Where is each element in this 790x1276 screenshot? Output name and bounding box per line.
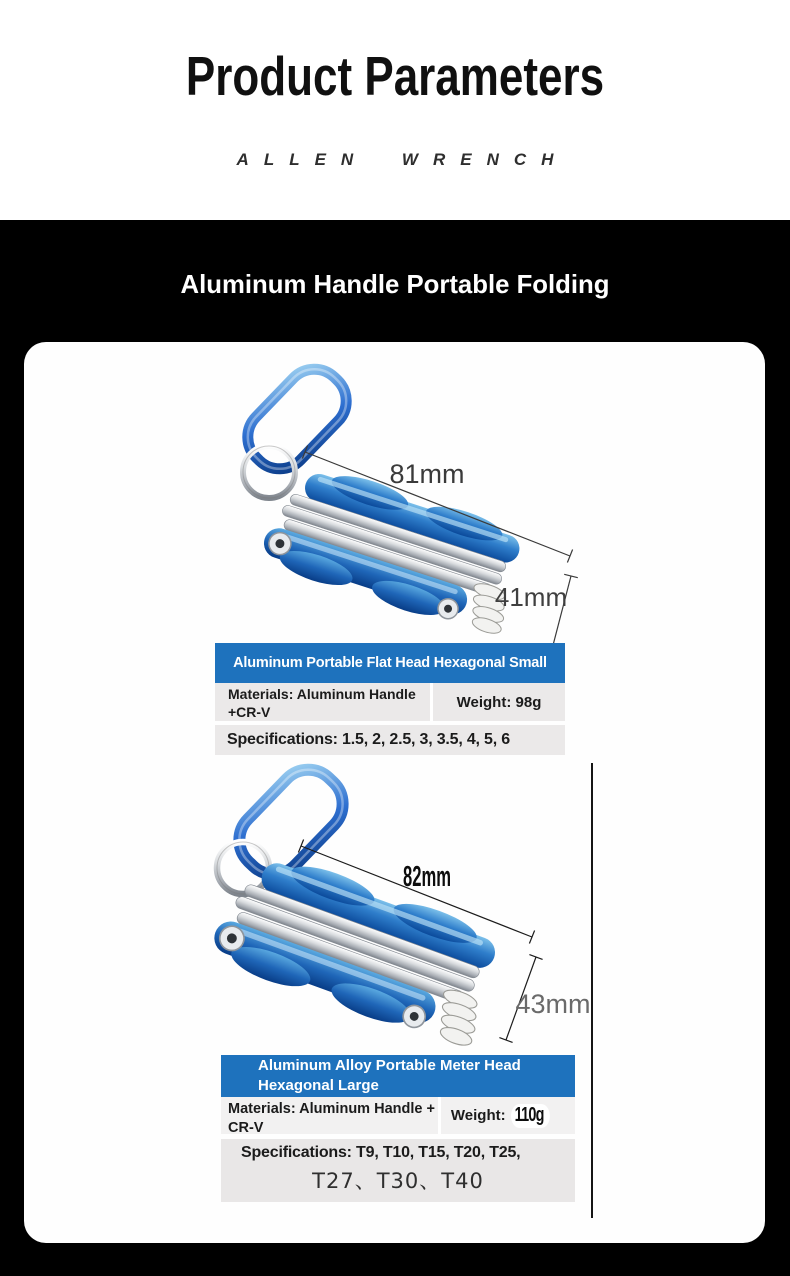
spec-table-small [215, 643, 565, 755]
product-small-figure [24, 352, 765, 662]
header-section [0, 0, 790, 220]
spec-table-large-title-line1: Aluminum Alloy Portable Meter Head [258, 1057, 521, 1075]
specifications-cell: Specifications: 1.5, 2, 2.5, 3, 3.5, 4, 5, 6 [215, 725, 565, 755]
weight-cell: Weight: 98g [430, 683, 565, 721]
page-subtitle: ALLEN WRENCH [236, 150, 569, 169]
product-large-figure [24, 760, 765, 1062]
dimension-height-label: 41mm [494, 582, 568, 612]
dimension-height-label: 43mm [515, 989, 591, 1019]
dimension-length-label: 82mm [403, 861, 451, 893]
carabiner-gate [293, 430, 330, 468]
spec-table-small-row-materials [215, 683, 565, 721]
banner-heading: Aluminum Handle Portable Folding [180, 269, 610, 299]
materials-cell: Materials: Aluminum Handle +CR-V [228, 686, 416, 720]
weight-value: 110g [511, 1104, 550, 1128]
vertical-rule [591, 763, 593, 1218]
weight-cell [438, 1097, 575, 1134]
black-section [0, 220, 790, 1276]
dimension-length-label: 81mm [389, 459, 465, 489]
weight-label: Weight: [450, 1107, 506, 1124]
spec-table-small-title: Aluminum Portable Flat Head Hexagonal Small [215, 643, 565, 683]
spec-table-large-title-line2: Hexagonal Large [258, 1077, 379, 1094]
specifications-line1: Specifications: T9, T10, T15, T20, T25, [241, 1144, 521, 1161]
carabiner-icon [236, 357, 361, 483]
materials-cell: Materials: Aluminum Handle + CR-V [228, 1101, 435, 1136]
specifications-cell [221, 1139, 575, 1202]
spec-table-large-row-materials [221, 1097, 575, 1134]
multitool-icon [206, 841, 510, 1053]
product-card [24, 342, 765, 1243]
page-title: Product Parameters [185, 45, 605, 107]
spec-table-large-title [221, 1055, 575, 1097]
spec-table-large [221, 1055, 575, 1202]
specifications-line2: T27、T30、T40 [312, 1169, 484, 1193]
